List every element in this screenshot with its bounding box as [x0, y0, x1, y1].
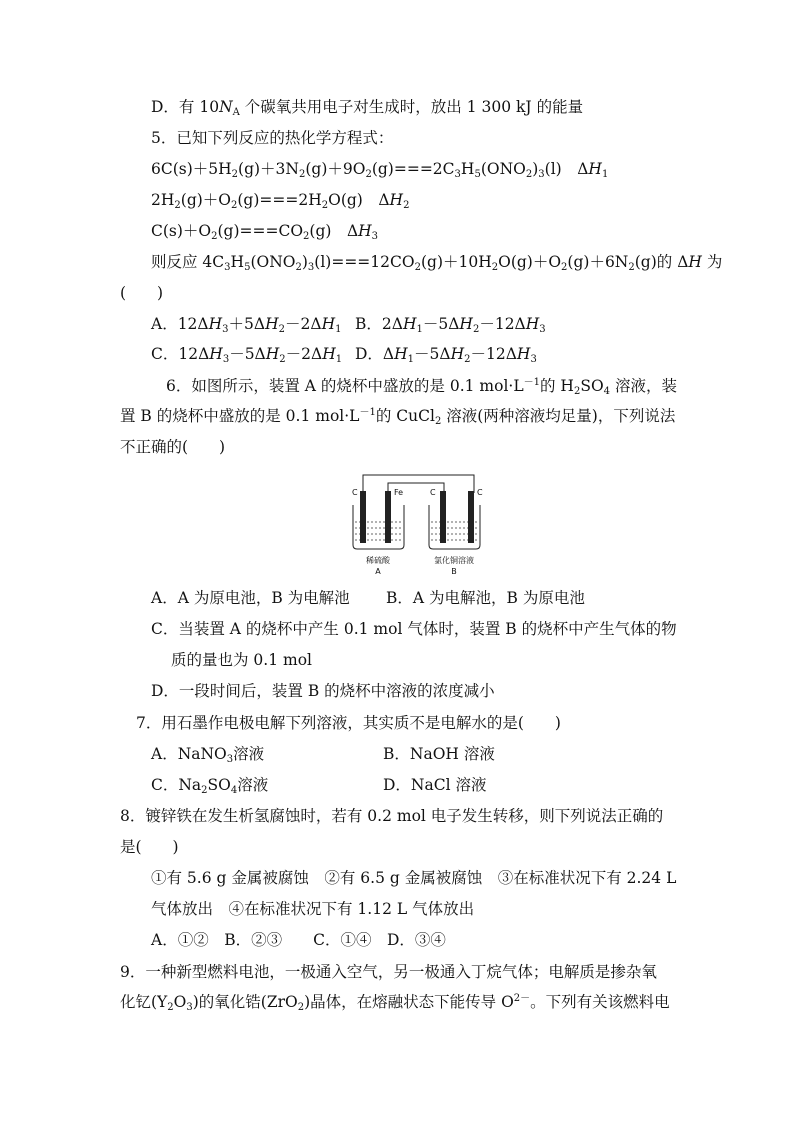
- electrode-c1: [360, 491, 366, 543]
- q7-option-b: B．NaOH 溶液: [383, 745, 495, 763]
- q8-statements-line-2: 气体放出 ④在标准状况下有 1.12 L 气体放出: [151, 900, 475, 918]
- electrode-c3: [468, 491, 474, 543]
- q6-option-d: D．一段时间后，装置 B 的烧杯中溶液的浓度减小: [151, 682, 495, 700]
- q5-question: 则反应 $4C_3H_5(ONO_2)_3(l)===12CO_2(g)+10H_2O(g)+O_2(g)+6N_2(g)$的 ΔH 为: [151, 253, 723, 273]
- q8-stem-line-1: 8．镀锌铁在发生析氢腐蚀时，若有 0.2 mol 电子发生转移，则下列说法正确的: [120, 807, 664, 825]
- q7-option-a: A．NaNO$_3$溶液: [151, 745, 265, 765]
- q5-option-d: D．$\Delta H_1-5\Delta H_2-12\Delta H_3$: [355, 345, 537, 365]
- label-c3: C: [477, 488, 483, 497]
- q5-option-a: A．$12\Delta H_3+5\Delta H_2-2\Delta H_1$: [151, 315, 342, 335]
- q7-option-c: C．$Na_2SO_4$溶液: [151, 776, 269, 796]
- label-b: B: [451, 567, 457, 576]
- label-c2: C: [430, 488, 436, 497]
- electrolysis-apparatus-figure: [350, 473, 490, 581]
- electrode-c2: [440, 491, 446, 543]
- q7-stem: 7．用石墨作电极电解下列溶液，其实质不是电解水的是( ): [136, 714, 561, 732]
- q4-option-d: D．有 $10N_A$ 个碳氧共用电子对生成时，放出 1 300 kJ 的能量: [151, 98, 584, 118]
- q5-option-b: B．$2\Delta H_1-5\Delta H_2-12\Delta H_3$: [355, 315, 546, 335]
- q6-stem-line-3: 不正确的( ): [120, 438, 226, 456]
- electrode-fe: [385, 491, 391, 543]
- q8-statements-line-1: ①有 5.6 g 金属被腐蚀 ②有 6.5 g 金属被腐蚀 ③在标准状况下有 2.24 L: [151, 869, 677, 887]
- q5-answer-bracket: ( ): [120, 284, 164, 302]
- q6-stem-line-1: 6．如图所示，装置 A 的烧杯中盛放的是 0.1 $mol\cdot L^{-1}$的 $H_2SO_4$ 溶液，装: [166, 377, 677, 397]
- q6-option-c-line-1: C．当装置 A 的烧杯中产生 0.1 mol 气体时，装置 B 的烧杯中产生气体的物: [151, 620, 677, 638]
- q6-stem-line-2: 置 B 的烧杯中盛放的是 0.1 $mol\cdot L^{-1}$的 CuCl$_2$ 溶液(两种溶液均足量)，下列说法: [120, 407, 676, 427]
- q5-equation-3: $C(s)+O_2(g)===CO_2(g)$ $\Delta H_3$: [151, 222, 379, 242]
- q9-stem-line-2: 化钇$(Y_2O_3)$的氧化锆(ZrO$_2$)晶体，在熔融状态下能传导 $O^{2-}$。下列有关该燃料电: [120, 993, 670, 1013]
- label-a-solution: 稀硫酸: [366, 556, 390, 565]
- label-fe: Fe: [394, 488, 404, 497]
- q5-equation-2: $2H_2(g)+O_2(g)===2H_2O(g)$ $\Delta H_2$: [151, 191, 410, 211]
- q6-option-b: B．A 为电解池，B 为原电池: [386, 589, 585, 607]
- label-c1: C: [352, 488, 358, 497]
- label-a: A: [375, 567, 381, 576]
- q7-option-d: D．NaCl 溶液: [383, 776, 487, 794]
- q5-stem: 5．已知下列反应的热化学方程式：: [151, 129, 394, 147]
- label-b-solution: 氯化铜溶液: [434, 556, 474, 565]
- q6-option-c-line-2: 质的量也为 0.1 mol: [171, 651, 312, 669]
- q5-equation-1: $6C(s)+5H_2(g)+3N_2(g)+9O_2(g)===2C_3H_5(ONO_2)_3(l)$ $\Delta H_1$: [151, 160, 609, 180]
- q5-option-c: C．$12\Delta H_3-5\Delta H_2-2\Delta H_1$: [151, 345, 343, 365]
- q6-option-a: A．A 为原电池，B 为电解池: [151, 589, 350, 607]
- q8-options: A．①② B．②③ C．①④ D．③④: [151, 931, 446, 949]
- q9-stem-line-1: 9．一种新型燃料电池，一极通入空气，另一极通入丁烷气体；电解质是掺杂氧: [120, 963, 657, 981]
- outer-wire: [363, 475, 474, 493]
- q8-stem-line-2: 是( ): [120, 838, 179, 856]
- apparatus-diagram: [350, 473, 490, 581]
